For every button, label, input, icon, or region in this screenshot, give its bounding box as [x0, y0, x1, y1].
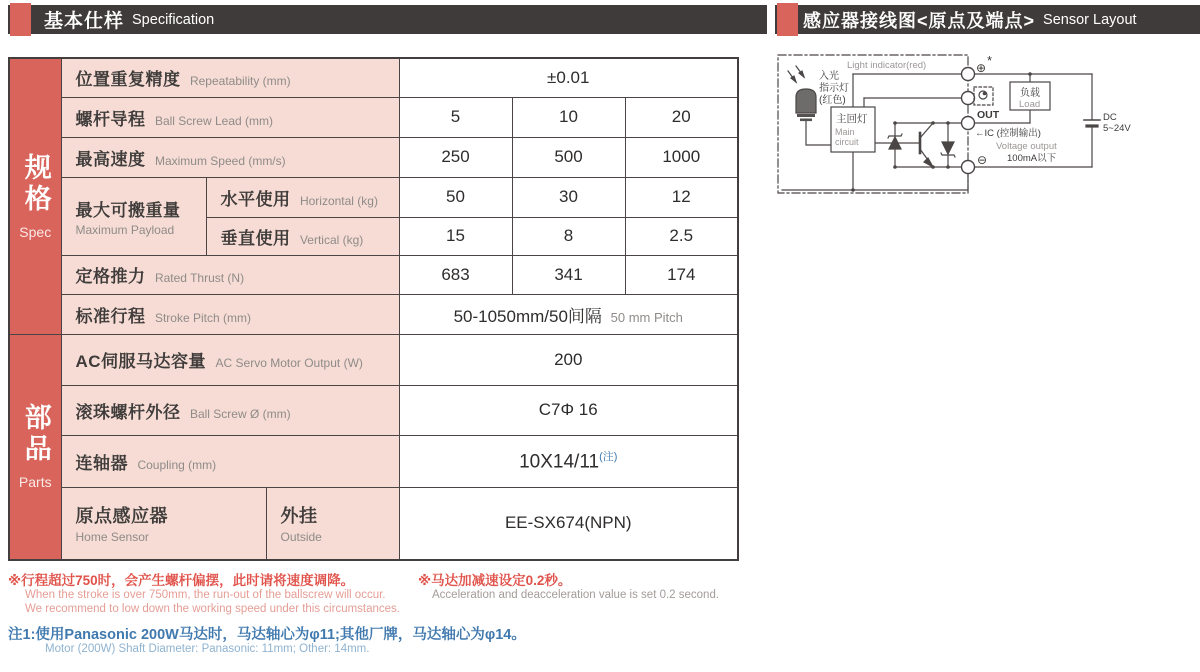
label-zh: 标准行程: [75, 306, 146, 326]
table-row: [9, 294, 738, 334]
photo-led-base2: [800, 119, 812, 122]
sidebar-spec-label-en: Spec: [19, 223, 52, 240]
row-label-rated-thrust: [61, 255, 399, 294]
table-row: [9, 97, 738, 137]
lamp-option-dashed-box: [974, 87, 993, 105]
load-label-zh: 负载: [1020, 88, 1040, 99]
value-screw-diameter: C7Φ 16: [399, 385, 738, 435]
table-row: [9, 137, 738, 177]
zener2-triangle: [942, 142, 954, 154]
row-label-screw-diameter: [61, 385, 399, 435]
label-zh: 滚珠螺杆外径: [75, 402, 181, 422]
table-row: [9, 435, 738, 487]
incoming-light-label-2: 指示灯: [819, 83, 849, 94]
sub-label-outside: [266, 487, 399, 560]
label-zh: 位置重复精度: [75, 70, 181, 90]
label-zh: 连轴器: [75, 453, 128, 473]
asterisk-marker: *: [987, 53, 993, 68]
label-en: Repeatability (mm): [189, 74, 291, 89]
incoming-light-label-3: (红色): [819, 95, 846, 106]
spec-header-accent-square: [10, 3, 31, 36]
label-en: Vertical (kg): [299, 232, 364, 247]
value-stroke: [399, 294, 738, 334]
main-circuit-label-en2: circuit: [835, 137, 859, 147]
transistor-emitter-arrow: [924, 158, 933, 167]
coupling-value-main: 10X14/11: [519, 451, 600, 473]
terminal-lamp: [962, 92, 975, 105]
label-en: Coupling (mm): [137, 457, 217, 472]
voltage-range-label: 5~24V: [1103, 123, 1131, 134]
spec-header-title-en: Specification: [132, 11, 215, 28]
load-label-en: Load: [1019, 99, 1041, 110]
ic-output-label: ←IC (控制输出): [975, 128, 1041, 139]
incoming-light-label-1: 入光: [819, 71, 839, 82]
label-zh: 外挂: [280, 506, 318, 527]
lamp-symbol-dot: [983, 92, 987, 96]
light-indicator-label: Light indicator(red): [847, 60, 927, 71]
out-terminal-label: OUT: [977, 109, 1000, 121]
coupling-note-superscript: (注): [599, 451, 618, 464]
value-thrust-1: 683: [399, 255, 512, 294]
label-zh: 水平使用: [220, 189, 291, 209]
value-coupling: [399, 435, 738, 487]
sensor-header-accent-square: [777, 3, 798, 36]
spec-header-title-zh: 基本仕样: [44, 11, 125, 32]
table-row: [9, 58, 738, 97]
table-row: [9, 385, 738, 435]
lamp-symbol-icon: [979, 91, 987, 99]
sensor-wiring-svg: [775, 45, 1200, 210]
sub-label-horizontal: [206, 177, 399, 217]
plus-terminal-symbol: ⊕: [976, 61, 987, 75]
sidebar-group-spec: [9, 58, 61, 334]
stroke-value-main: 50-1050mm/50间隔: [453, 306, 602, 326]
sidebar-spec-label-zh: 规格: [20, 152, 51, 215]
spec-section-header: [8, 5, 767, 34]
value-thrust-3: 174: [625, 255, 738, 294]
label-en: Maximum Speed (mm/s): [154, 153, 286, 168]
label-en: Ball Screw Lead (mm): [154, 113, 273, 128]
label-en: Rated Thrust (N): [154, 271, 245, 285]
incoming-light-arrowhead: [791, 76, 796, 82]
current-limit-label: 100mA以下: [1007, 153, 1057, 164]
footnote-motor-en: Motor (200W) Shaft Diameter: Panasonic: 11mm; Other: 14mm.: [45, 643, 370, 655]
dc-label: DC: [1103, 112, 1117, 123]
sidebar-parts-label-zh: 部品: [20, 403, 51, 466]
label-zh: 原点感应器: [75, 506, 168, 527]
label-en: Home Sensor: [75, 530, 149, 545]
footnote-accel-en: Acceleration and deacceleration value is set 0.2 second.: [432, 589, 720, 601]
table-row: [9, 334, 738, 385]
label-zh: 垂直使用: [220, 228, 291, 248]
terminal-plus: [962, 68, 975, 81]
label-zh: AC伺服马达容量: [75, 352, 207, 371]
sensor-wiring-diagram: [775, 45, 1200, 210]
value-home-sensor: EE-SX674(NPN): [399, 487, 738, 560]
label-en: AC Servo Motor Output (W): [215, 356, 363, 370]
value-speed-1: 250: [399, 137, 512, 177]
value-servo-output: 200: [399, 334, 738, 385]
footnote-stroke-en1: When the stroke is over 750mm, the run-out of the ballscrew will occur.: [25, 589, 386, 601]
value-horizontal-2: 30: [512, 177, 625, 217]
led-lead-wire: [806, 119, 831, 145]
row-label-stroke-pitch: [61, 294, 399, 334]
sensor-section-header: [775, 5, 1200, 34]
row-label-servo-output: [61, 334, 399, 385]
specification-table: [8, 57, 739, 561]
sidebar-parts-label-en: Parts: [18, 474, 52, 491]
table-row: [9, 255, 738, 294]
row-label-ball-screw-lead: [61, 97, 399, 137]
photo-led-dome: [796, 89, 816, 113]
value-speed-2: 500: [512, 137, 625, 177]
value-lead-1: 5: [399, 97, 512, 137]
footnote-stroke-zh: ※行程超过750时，会产生螺杆偏摆，此时请将速度调降。: [8, 573, 355, 588]
footnote-accel-zh: ※马达加减速设定0.2秒。: [418, 573, 572, 588]
row-label-max-speed: [61, 137, 399, 177]
value-vertical-1: 15: [399, 217, 512, 255]
terminal-out: [962, 117, 975, 130]
value-horizontal-3: 12: [625, 177, 738, 217]
value-vertical-3: 2.5: [625, 217, 738, 255]
row-label-max-payload: [61, 177, 206, 255]
value-repeatability: ±0.01: [399, 58, 738, 97]
label-en: Horizontal (kg): [299, 193, 378, 208]
terminal-minus: [962, 161, 975, 174]
label-en: Outside: [280, 530, 322, 545]
transistor-collector: [920, 123, 933, 138]
label-en: Maximum Payload: [75, 222, 175, 237]
table-row: [9, 487, 738, 560]
value-vertical-2: 8: [512, 217, 625, 255]
row-label-coupling: [61, 435, 399, 487]
value-speed-3: 1000: [625, 137, 738, 177]
label-zh: 最高速度: [75, 149, 146, 169]
row-label-home-sensor: [61, 487, 266, 560]
stroke-value-sub: 50 mm Pitch: [610, 309, 683, 325]
table-row: [9, 177, 738, 217]
main-circuit-label-en1: Main: [835, 127, 855, 137]
sidebar-group-parts: [9, 334, 61, 560]
bottom-return-wire: [782, 173, 968, 190]
value-thrust-2: 341: [512, 255, 625, 294]
label-en: Stroke Pitch (mm): [154, 310, 251, 325]
value-lead-3: 20: [625, 97, 738, 137]
minus-terminal-symbol: ⊖: [977, 153, 988, 167]
label-zh: 最大可搬重量: [75, 200, 181, 220]
sensor-header-title-en: Sensor Layout: [1043, 11, 1137, 28]
sub-label-vertical: [206, 217, 399, 255]
label-zh: 螺杆导程: [75, 109, 146, 129]
label-en: Ball Screw Ø (mm): [189, 406, 291, 421]
value-lead-2: 10: [512, 97, 625, 137]
voltage-output-label: Voltage output: [996, 141, 1057, 152]
incoming-light-arrowhead: [799, 71, 804, 77]
label-zh: 定格推力: [75, 267, 146, 286]
row-label-repeatability: [61, 58, 399, 97]
sensor-header-title-zh: 感应器接线图<原点及端点>: [803, 10, 1036, 31]
value-horizontal-1: 50: [399, 177, 512, 217]
footnote-stroke-en2: We recommend to low down the working speed under this circumstances.: [25, 603, 400, 615]
photo-led-base1: [797, 114, 815, 117]
footnote-motor-zh: 注1:使用Panasonic 200W马达时，马达轴心为φ11;其他厂牌，马达轴心为φ14。: [8, 627, 526, 643]
main-circuit-label-zh: 主回灯: [836, 113, 868, 125]
